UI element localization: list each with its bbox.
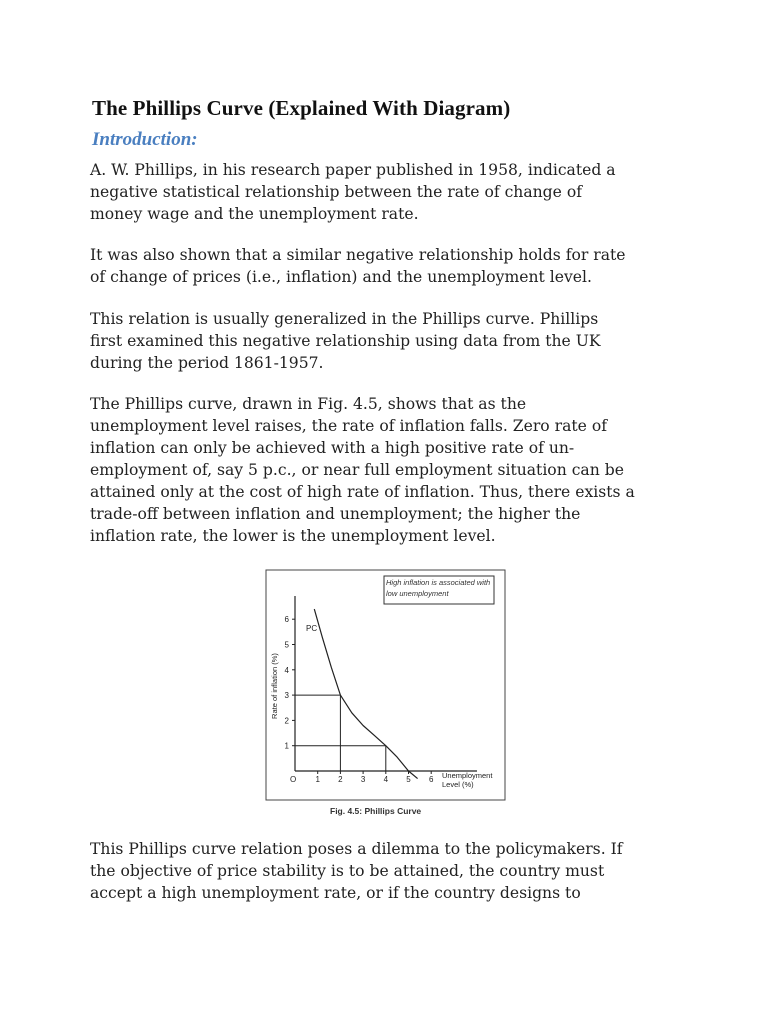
paragraph-5: This Phillips curve relation poses a dilemma to the policymakers. If the objective of price stability is to be attained, the country must accept a high unemployment rate, or if the country designs to xyxy=(90,840,623,902)
x-tick-label-2: 2 xyxy=(338,775,343,784)
x-tick-label-3: 3 xyxy=(360,775,366,784)
x-axis-label: Unemployment Level (%) xyxy=(442,771,493,789)
phillips-curve-chart xyxy=(262,566,510,821)
paragraph-1: A. W. Phillips, in his research paper published in 1958, indicated a negative statistical relationship between the rate of change of money wage and the unemployment rate. xyxy=(90,161,616,223)
annotation-text: High inflation is associated with low unemployment xyxy=(386,578,491,598)
x-tick-label-5: 5 xyxy=(406,775,411,784)
curve-label: PC xyxy=(306,624,318,633)
section-heading: Introduction: xyxy=(92,129,198,150)
y-tick-label-5: 5 xyxy=(284,640,289,650)
y-tick-label-1: 1 xyxy=(284,741,289,751)
y-axis-label: Rate of inflation (%) xyxy=(270,653,279,719)
y-tick-label-3: 3 xyxy=(284,691,289,701)
phillips-curve-figure xyxy=(262,566,510,821)
x-tick-label-4: 4 xyxy=(383,775,389,784)
x-tick-label-6: 6 xyxy=(428,775,434,784)
y-tick-label-6: 6 xyxy=(284,615,289,625)
page-title: The Phillips Curve (Explained With Diagram) xyxy=(92,96,511,120)
x-tick-label-1: 1 xyxy=(315,775,320,784)
paragraph-4: The Phillips curve, drawn in Fig. 4.5, shows that as the unemployment level raises, the rate of inflation falls. Zero rate of inflation can only be achieved with a high positive rate of un- employment of, say 5 p.c., or near full employment situation can be attained only at the cost of high rate of inflation. Thus, there exists a trade-off between inflation and unemployment; the higher the inflation rate, the lower is the unemployment level. xyxy=(90,395,635,545)
figure-caption: Fig. 4.5: Phillips Curve xyxy=(330,806,422,816)
y-tick-label-4: 4 xyxy=(284,665,289,675)
origin-label: O xyxy=(290,775,297,784)
paragraph-2: It was also shown that a similar negative relationship holds for rate of change of prices (i.e., inflation) and the unemployment level. xyxy=(90,246,626,286)
y-tick-label-2: 2 xyxy=(284,716,289,726)
paragraph-3: This relation is usually generalized in the Phillips curve. Phillips first examined this negative relationship using data from the UK during the period 1861-1957. xyxy=(90,310,601,372)
